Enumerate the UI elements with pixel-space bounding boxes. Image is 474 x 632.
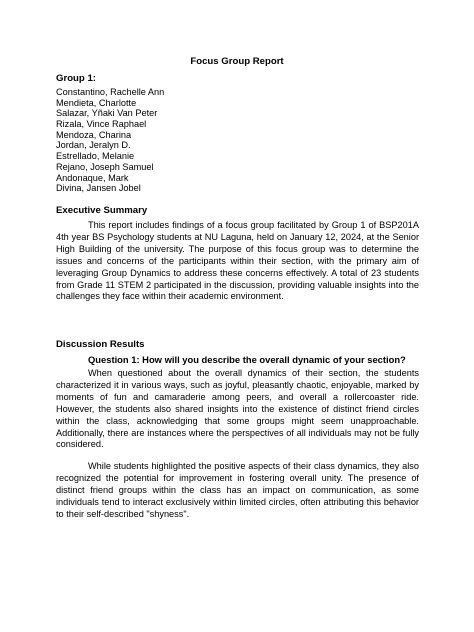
executive-summary-heading: Executive Summary [56, 205, 148, 216]
member-name: Rizala, Vince Raphael [56, 119, 147, 130]
member-name: Mendoza, Charina [56, 129, 132, 140]
question-1-heading: Question 1: How will you describe the overall dynamic of your section? [88, 354, 406, 365]
member-name: Mendieta, Charlotte [56, 97, 137, 108]
discussion-paragraph-2: While students highlighted the positive aspects of their class dynamics, they also recognized the potential for improvement in fostering overall unity. The presence of distinct friend groups within the class has an impact on communication, as some individuals tend to interact exclusively within limited circles, often attributing this behavior to their self-described "shyness". [56, 461, 419, 519]
member-name: Constantino, Rachelle Ann [56, 87, 165, 97]
member-name: Salazar, Yñaki Van Peter [56, 108, 158, 119]
discussion-paragraph-1: When questioned about the overall dynamics of their section, the students characterized it in various ways, such as joyful, pleasantly chaotic, enjoyable, marked by moments of fun and camaraderie among peers, and overall a rollercoaster ride. However, the students also shared insights into the existence of distinct friend circles within the class, acknowledging that some groups might seem unapproachable. Additionally, there are instances where the perspectives of all individuals may not be fully considered. [56, 368, 419, 450]
member-name: Divina, Jansen Jobel [56, 183, 141, 194]
member-name: Rejano, Joseph Samuel [56, 161, 154, 172]
group-heading: Group 1: [56, 73, 96, 84]
executive-summary-paragraph: This report includes findings of a focus group facilitated by Group 1 of BSP201A 4th year BS Psychology students at NU Laguna, held on January 12, 2024, at the Senior High Building of the university. The purpose of this focus group was to determine the issues and concerns of the participants within their section, with the primary aim of leveraging Group Dynamics to address these concerns effectively. A total of 23 students from Grade 11 STEM 2 participated in the discussion, providing valuable insights into the challenges they face within their academic environment. [56, 220, 419, 302]
member-list [56, 87, 164, 194]
report-title: Focus Group Report [190, 56, 284, 67]
discussion-results-heading: Discussion Results [56, 339, 145, 350]
member-name: Andonaque, Mark [56, 172, 129, 183]
member-name: Estrellado, Melanie [56, 151, 135, 162]
member-name: Jordan, Jeralyn D. [56, 140, 131, 151]
